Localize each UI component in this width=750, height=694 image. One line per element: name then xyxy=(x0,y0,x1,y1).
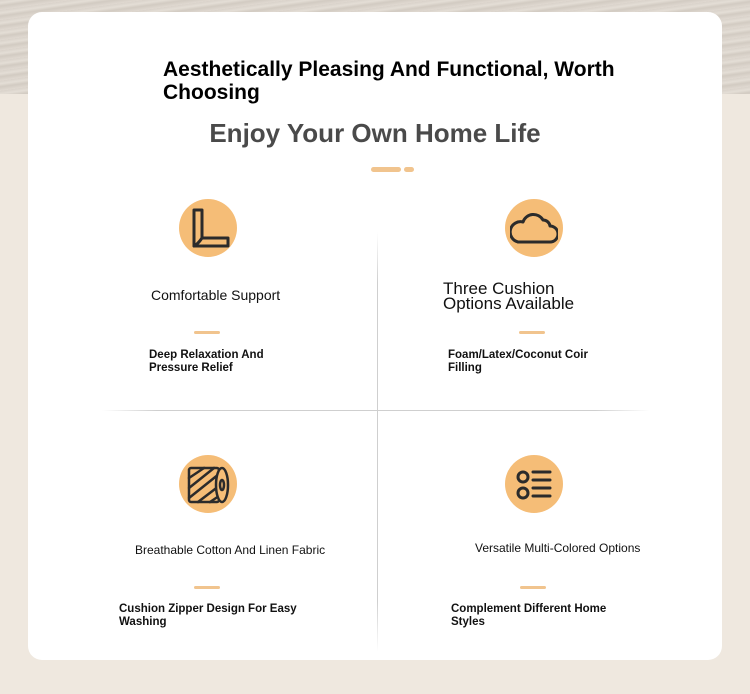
feature-title-multi-colored-options: Versatile Multi-Colored Options xyxy=(475,541,641,555)
subtitle: Enjoy Your Own Home Life xyxy=(209,118,541,148)
decorative-dash-short xyxy=(404,167,414,172)
feature-divider xyxy=(520,586,546,589)
color-options-list-icon xyxy=(505,455,563,513)
ergonomic-l-shape-icon xyxy=(179,199,237,257)
headline: Aesthetically Pleasing And Functional, Worth Choosing xyxy=(163,58,615,104)
feature-desc-comfortable-support: Deep Relaxation And Pressure Relief xyxy=(149,349,264,374)
horizontal-divider xyxy=(102,410,650,411)
feature-title-breathable-fabric: Breathable Cotton And Linen Fabric xyxy=(135,543,326,557)
decorative-dash-long xyxy=(371,167,401,172)
feature-title-comfortable-support: Comfortable Support xyxy=(151,287,281,303)
feature-desc-breathable-fabric: Cushion Zipper Design For Easy Washing xyxy=(119,603,297,628)
vertical-divider xyxy=(377,232,378,652)
feature-desc-multi-colored-options: Complement Different Home Styles xyxy=(451,603,607,628)
feature-divider xyxy=(194,331,220,334)
feature-divider xyxy=(194,586,220,589)
feature-title-cushion-options: Three Cushion Options Available xyxy=(443,279,575,313)
feature-card xyxy=(28,12,722,660)
feature-desc-cushion-options: Foam/Latex/Coconut Coir Filling xyxy=(448,349,588,374)
fabric-roll-icon xyxy=(179,455,237,513)
cloud-icon xyxy=(505,199,563,257)
feature-divider xyxy=(519,331,545,334)
